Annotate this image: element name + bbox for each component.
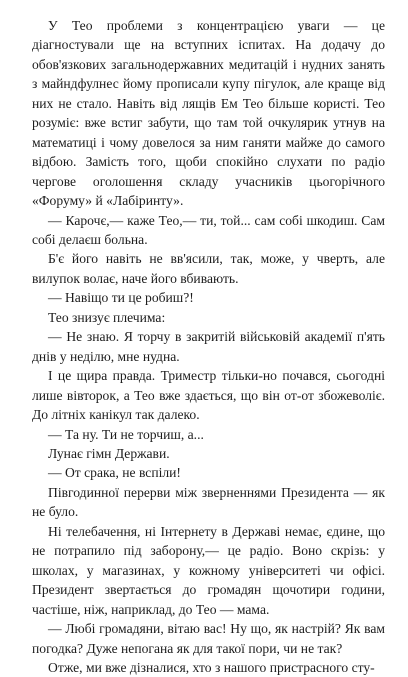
paragraph: — Та ну. Ти не торчиш, а... bbox=[48, 426, 204, 442]
paragraph: Ні телебачення, ні Інтернету в Державі немає, єдине, що не потрапило під заборону,— це радіо. Воно скрізь: у школах, у магазинах, у кожному університеті чи офісі. Президент звертається до громадян щочотири години, частіше, ніж, наприклад, до Тео — мама. bbox=[32, 523, 385, 617]
paragraph: Б'є його навіть не вв'ясили, так, може, у чверть, але вилупок волає, наче його вбивають. bbox=[32, 251, 385, 286]
paragraph: І це щира правда. Триместр тільки-но почався, сьогодні лише вівторок, а Тео вже здається, що він от-от збожеволіє. До літніх канікул так далеко. bbox=[32, 368, 385, 423]
paragraph: Півгодинної перерви між зверненнями Президента — як не було. bbox=[32, 484, 385, 520]
paragraph: — Любі громадяни, вітаю вас! Ну що, як настрій? Як вам погодка? Дуже непогана як для такої пори, чи не так? bbox=[32, 621, 385, 656]
paragraph: У Тео проблеми з концентрацією уваги — це діагностували ще на вступних іспитах. На додачу до обов'язкових загальнодержавних медитацій і нудних занять з майндфулнес йому прописали купу пігулок, але краще від них не стало. Навіть від лящів Ем Тео більше користі. Тео розуміє: вже встиг забути, що там той очкулярик утнув на математиці і чому довелося за ним ганяти майже до самого відбою. Замість того, щоби спокійно слухати по радіо чергове оголошення складу учасників цьогорічного «Форуму» й «Лабіринту». bbox=[32, 18, 385, 209]
paragraph: Лунає гімн Держави. bbox=[48, 445, 170, 461]
paragraph: — Карочє,— каже Тео,— ти, той... сам собі шкодиш. Сам собі делаєш больна. bbox=[32, 212, 385, 247]
paragraph: — Навіщо ти це робиш?! bbox=[48, 290, 194, 306]
paragraph: — От срака, не вспіли! bbox=[48, 465, 181, 481]
paragraph: — Не знаю. Я торчу в закритій військовій академії п'ять днів у неділю, мне нудна. bbox=[32, 329, 385, 364]
book-page bbox=[32, 16, 385, 677]
paragraph: Тео знизує плечима: bbox=[48, 309, 166, 325]
paragraph: Отже, ми вже дізналися, хто з нашого пристрасного сту- bbox=[48, 659, 375, 675]
